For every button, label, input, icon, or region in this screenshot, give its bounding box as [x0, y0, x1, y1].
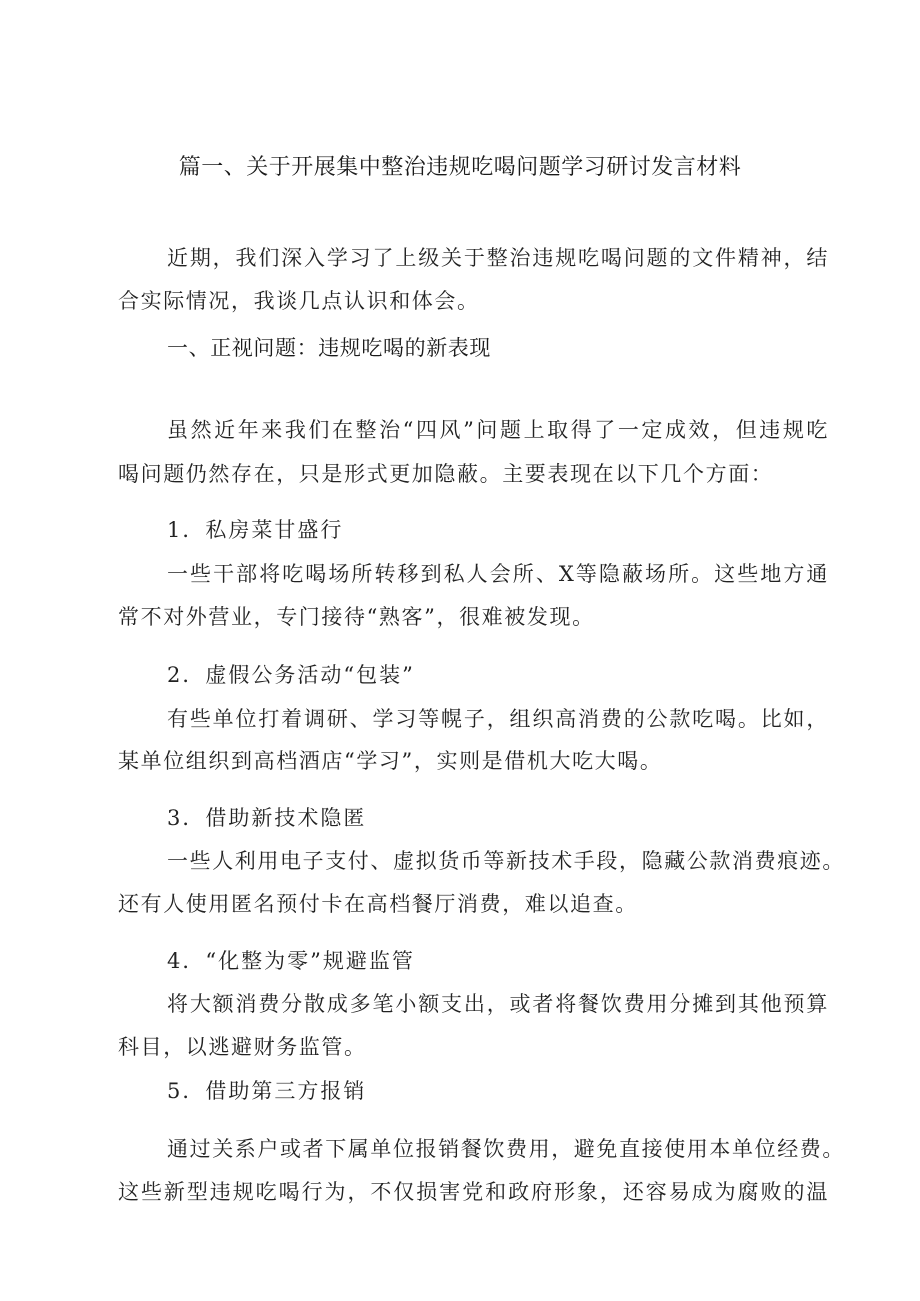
- item-3-title: 3．借助新技术隐匿: [167, 806, 367, 830]
- section-heading: 一、正视问题：违规吃喝的新表现: [167, 336, 491, 360]
- document-title: 篇一、关于开展集中整治违规吃喝问题学习研讨发言材料: [178, 155, 742, 180]
- item-2-line-1: 有些单位打着调研、学习等幌子，组织高消费的公款吃喝。比如，: [167, 707, 829, 731]
- section-paragraph-line-1: 虽然近年来我们在整治“四风”问题上取得了一定成效，但违规吃: [167, 418, 829, 442]
- intro-line-1: 近期，我们深入学习了上级关于整治违规吃喝问题的文件精神，结: [167, 246, 829, 270]
- item-1-title: 1．私房菜甘盛行: [167, 518, 344, 542]
- item-1-line-2: 常不对外营业，专门接待“熟客”，很难被发现。: [118, 605, 595, 629]
- section-paragraph-line-2: 喝问题仍然存在，只是形式更加隐蔽。主要表现在以下几个方面：: [118, 462, 774, 486]
- item-2-line-2: 某单位组织到高档酒店“学习”，实则是借机大吃大喝。: [118, 749, 663, 773]
- item-5-title: 5．借助第三方报销: [167, 1079, 367, 1103]
- item-3-line-2: 还有人使用匿名预付卡在高档餐厅消费，难以追查。: [118, 892, 638, 916]
- item-1-line-1: 一些干部将吃喝场所转移到私人会所、X等隐蔽场所。这些地方通: [167, 562, 829, 586]
- intro-line-2: 合实际情况，我谈几点认识和体会。: [118, 289, 480, 313]
- item-3-line-1: 一些人利用电子支付、虚拟货币等新技术手段，隐藏公款消费痕迹。: [167, 849, 845, 873]
- item-4-line-1: 将大额消费分散成多笔小额支出，或者将餐饮费用分摊到其他预算: [167, 992, 829, 1016]
- item-4-title: 4．“化整为零”规避监管: [167, 949, 415, 973]
- item-5-line-2: 这些新型违规吃喝行为，不仅损害党和政府形象，还容易成为腐败的温: [118, 1180, 829, 1204]
- item-4-line-2: 科目，以逃避财务监管。: [118, 1035, 367, 1059]
- item-2-title: 2．虚假公务活动“包装”: [167, 663, 415, 687]
- item-5-line-1: 通过关系户或者下属单位报销餐饮费用，避免直接使用本单位经费。: [167, 1137, 845, 1161]
